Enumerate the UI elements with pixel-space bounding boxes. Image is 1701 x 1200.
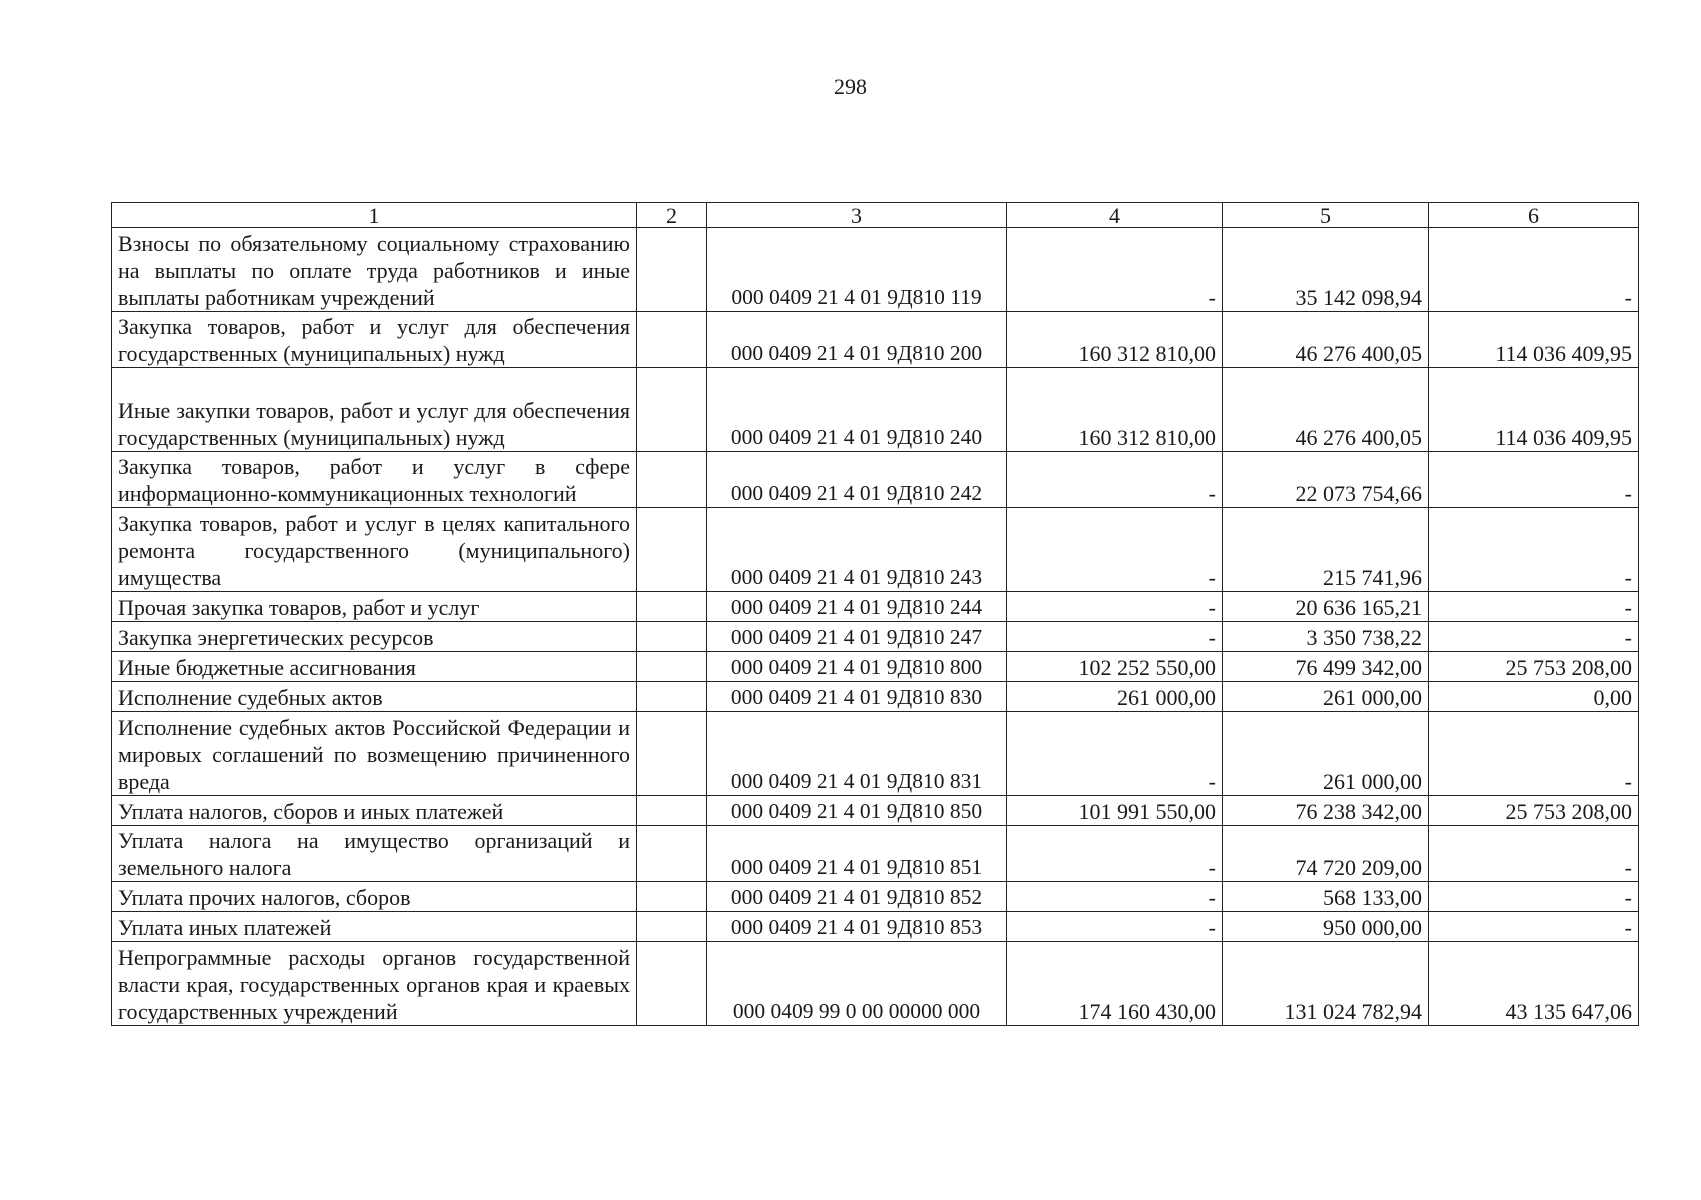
table-row xyxy=(112,622,1639,652)
row-col-6-value: 0,00 xyxy=(1429,682,1639,712)
row-col-4-value: - xyxy=(1007,712,1223,796)
row-name: Исполнение судебных актов xyxy=(112,682,637,712)
row-col-5-value: 74 720 209,00 xyxy=(1223,826,1429,882)
row-col-2 xyxy=(637,912,707,942)
row-name: Уплата прочих налогов, сборов xyxy=(112,882,637,912)
table-body xyxy=(112,228,1639,1026)
row-col-5-value: 76 238 342,00 xyxy=(1223,796,1429,826)
table-row xyxy=(112,652,1639,682)
row-budget-code: 000 0409 21 4 01 9Д810 851 xyxy=(707,826,1007,882)
table-row xyxy=(112,508,1639,592)
row-name: Закупка товаров, работ и услуг в целях капитального ремонта государственного (муниципального) имущества xyxy=(112,508,637,592)
row-col-4-value: - xyxy=(1007,912,1223,942)
row-name: Уплата налогов, сборов и иных платежей xyxy=(112,796,637,826)
row-col-6-value: 43 135 647,06 xyxy=(1429,942,1639,1026)
row-col-2 xyxy=(637,508,707,592)
header-col-5: 5 xyxy=(1223,203,1429,228)
row-col-2 xyxy=(637,652,707,682)
row-col-4-value: - xyxy=(1007,508,1223,592)
row-col-2 xyxy=(637,712,707,796)
row-name: Исполнение судебных актов Российской Федерации и мировых соглашений по возмещению причиненного вреда xyxy=(112,712,637,796)
row-col-6-value: - xyxy=(1429,452,1639,508)
table-row xyxy=(112,592,1639,622)
header-col-1: 1 xyxy=(112,203,637,228)
row-name: Закупка товаров, работ и услуг в сфере информационно-коммуникационных технологий xyxy=(112,452,637,508)
row-col-2 xyxy=(637,882,707,912)
row-col-2 xyxy=(637,826,707,882)
row-name: Взносы по обязательному социальному страхованию на выплаты по оплате труда работников и иные выплаты работникам учреждений xyxy=(112,228,637,312)
row-col-2 xyxy=(637,592,707,622)
table-row xyxy=(112,368,1639,452)
row-col-4-value: - xyxy=(1007,228,1223,312)
row-col-6-value: - xyxy=(1429,228,1639,312)
row-col-4-value: - xyxy=(1007,622,1223,652)
table-row xyxy=(112,452,1639,508)
row-name: Уплата иных платежей xyxy=(112,912,637,942)
header-col-6: 6 xyxy=(1429,203,1639,228)
row-col-5-value: 46 276 400,05 xyxy=(1223,368,1429,452)
table-row xyxy=(112,882,1639,912)
row-col-2 xyxy=(637,312,707,368)
row-col-5-value: 20 636 165,21 xyxy=(1223,592,1429,622)
row-col-4-value: - xyxy=(1007,882,1223,912)
row-col-4-value: 160 312 810,00 xyxy=(1007,312,1223,368)
row-col-6-value: - xyxy=(1429,912,1639,942)
row-col-2 xyxy=(637,796,707,826)
row-budget-code: 000 0409 21 4 01 9Д810 247 xyxy=(707,622,1007,652)
row-col-5-value: 261 000,00 xyxy=(1223,712,1429,796)
row-budget-code: 000 0409 21 4 01 9Д810 853 xyxy=(707,912,1007,942)
row-col-2 xyxy=(637,942,707,1026)
row-col-4-value: - xyxy=(1007,452,1223,508)
header-col-2: 2 xyxy=(637,203,707,228)
row-col-5-value: 22 073 754,66 xyxy=(1223,452,1429,508)
table-header xyxy=(112,203,1639,228)
row-col-5-value: 261 000,00 xyxy=(1223,682,1429,712)
row-budget-code: 000 0409 21 4 01 9Д810 852 xyxy=(707,882,1007,912)
row-name: Уплата налога на имущество организаций и земельного налога xyxy=(112,826,637,882)
row-col-2 xyxy=(637,622,707,652)
row-name: Иные бюджетные ассигнования xyxy=(112,652,637,682)
row-budget-code: 000 0409 21 4 01 9Д810 243 xyxy=(707,508,1007,592)
row-col-6-value: 25 753 208,00 xyxy=(1429,652,1639,682)
row-budget-code: 000 0409 21 4 01 9Д810 800 xyxy=(707,652,1007,682)
row-budget-code: 000 0409 21 4 01 9Д810 119 xyxy=(707,228,1007,312)
row-budget-code: 000 0409 21 4 01 9Д810 830 xyxy=(707,682,1007,712)
row-col-2 xyxy=(637,452,707,508)
row-col-6-value: 114 036 409,95 xyxy=(1429,368,1639,452)
row-col-4-value: 101 991 550,00 xyxy=(1007,796,1223,826)
row-col-2 xyxy=(637,228,707,312)
table-row xyxy=(112,912,1639,942)
row-col-5-value: 215 741,96 xyxy=(1223,508,1429,592)
table-row xyxy=(112,826,1639,882)
row-name: Прочая закупка товаров, работ и услуг xyxy=(112,592,637,622)
row-col-6-value: - xyxy=(1429,592,1639,622)
row-col-6-value: - xyxy=(1429,508,1639,592)
row-col-6-value: 114 036 409,95 xyxy=(1429,312,1639,368)
row-col-5-value: 950 000,00 xyxy=(1223,912,1429,942)
row-budget-code: 000 0409 99 0 00 00000 000 xyxy=(707,942,1007,1026)
row-col-4-value: 174 160 430,00 xyxy=(1007,942,1223,1026)
row-name: Закупка энергетических ресурсов xyxy=(112,622,637,652)
header-col-3: 3 xyxy=(707,203,1007,228)
row-name: Непрограммные расходы органов государственной власти края, государственных органов края и краевых государственных учреждений xyxy=(112,942,637,1026)
row-budget-code: 000 0409 21 4 01 9Д810 850 xyxy=(707,796,1007,826)
row-col-2 xyxy=(637,368,707,452)
table-row xyxy=(112,942,1639,1026)
header-row xyxy=(112,203,1639,228)
row-name: Закупка товаров, работ и услуг для обеспечения государственных (муниципальных) нужд xyxy=(112,312,637,368)
budget-table xyxy=(111,202,1639,1026)
row-col-6-value: 25 753 208,00 xyxy=(1429,796,1639,826)
table-row xyxy=(112,682,1639,712)
page-number: 298 xyxy=(834,74,867,99)
row-budget-code: 000 0409 21 4 01 9Д810 244 xyxy=(707,592,1007,622)
row-budget-code: 000 0409 21 4 01 9Д810 831 xyxy=(707,712,1007,796)
row-name: Иные закупки товаров, работ и услуг для обеспечения государственных (муниципальных) нужд xyxy=(112,368,637,452)
row-col-2 xyxy=(637,682,707,712)
table-row xyxy=(112,228,1639,312)
row-col-5-value: 35 142 098,94 xyxy=(1223,228,1429,312)
row-budget-code: 000 0409 21 4 01 9Д810 242 xyxy=(707,452,1007,508)
table-row xyxy=(112,312,1639,368)
row-col-4-value: 160 312 810,00 xyxy=(1007,368,1223,452)
row-col-6-value: - xyxy=(1429,622,1639,652)
row-col-5-value: 131 024 782,94 xyxy=(1223,942,1429,1026)
table-row xyxy=(112,796,1639,826)
row-col-4-value: 261 000,00 xyxy=(1007,682,1223,712)
row-col-6-value: - xyxy=(1429,712,1639,796)
table-row xyxy=(112,712,1639,796)
row-col-4-value: 102 252 550,00 xyxy=(1007,652,1223,682)
row-budget-code: 000 0409 21 4 01 9Д810 200 xyxy=(707,312,1007,368)
row-col-4-value: - xyxy=(1007,826,1223,882)
row-col-5-value: 76 499 342,00 xyxy=(1223,652,1429,682)
row-col-6-value: - xyxy=(1429,826,1639,882)
row-budget-code: 000 0409 21 4 01 9Д810 240 xyxy=(707,368,1007,452)
row-col-4-value: - xyxy=(1007,592,1223,622)
row-col-5-value: 568 133,00 xyxy=(1223,882,1429,912)
header-col-4: 4 xyxy=(1007,203,1223,228)
row-col-6-value: - xyxy=(1429,882,1639,912)
row-col-5-value: 46 276 400,05 xyxy=(1223,312,1429,368)
row-col-5-value: 3 350 738,22 xyxy=(1223,622,1429,652)
